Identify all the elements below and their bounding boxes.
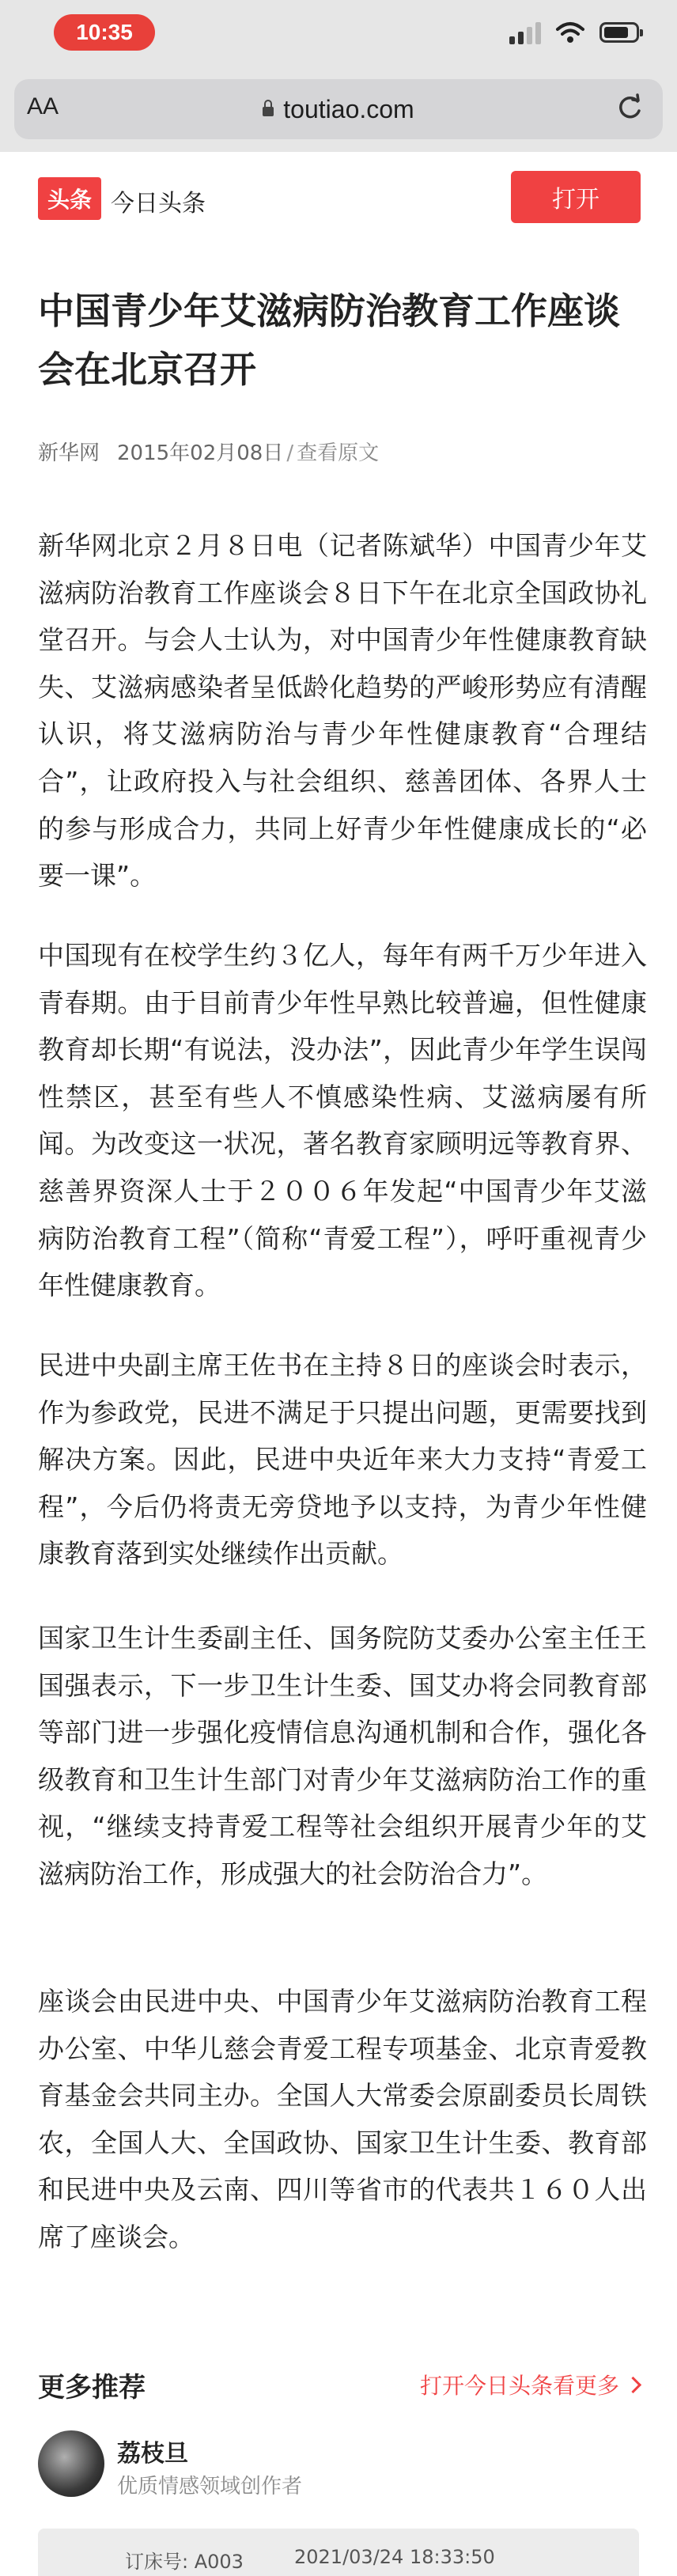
card-right-text: 2021/03/24 18:33:50 [294,2546,495,2568]
more-recommend-title: 更多推荐 [38,2372,146,2404]
article-paragraph-2: 中国现有在校学生约３亿人，每年有两千万少年进入青春期。由于目前青少年性早熟比较普遍，但性健康教育却长期“有说法，没办法”，因此青少年学生误闯性禁区，甚至有些人不慎感染性病、艾滋病屡有所闻。为改变这一状况，著名教育家顾明远等教育界、慈善界资深人士于２００６年发起“中国青少年艾滋病防治教育工程”（简称“青爱工程”），呼吁重视青少年性健康教育。 [38,940,647,1301]
meta-separator: / [286,441,294,465]
status-icons [509,21,639,44]
article-meta [38,437,379,466]
view-original-link[interactable]: 查看原文 [297,441,380,465]
status-time: 10:35 [54,14,155,51]
author-name[interactable]: 荔枝旦 [117,2440,188,2468]
wifi-icon [555,21,585,44]
article-title: 中国青少年艾滋病防治教育工作座谈会在北京召开 [38,290,620,391]
reload-icon[interactable] [614,92,645,123]
article-paragraph-5: 座谈会由民进中央、中国青少年艾滋病防治教育工程办公室、中华儿慈会青爱工程专项基金、北京青爱教育基金会共同主办。全国人大常委会原副委员长周铁农，全国人大、全国政协、国家卫生计生委、教育部和民进中央及云南、四川等省市的代表共１６０人出席了座谈会。 [38,1986,647,2252]
open-app-button[interactable]: 打开 [511,171,641,223]
card-left-text: 订床号: A003 [125,2551,244,2573]
author-avatar[interactable] [38,2430,104,2497]
recommend-card-thumbnail[interactable] [38,2529,639,2576]
article-source: 新华网 [38,441,100,465]
text-size-button[interactable]: AA [27,93,59,119]
toutiao-logo[interactable]: 头条 [38,177,101,220]
author-description: 优质情感领域创作者 [117,2475,303,2498]
lock-icon [263,107,274,116]
url-text: toutiao.com [283,95,414,123]
battery-icon [599,22,639,43]
article-paragraph-1: 新华网北京２月８日电（记者陈斌华）中国青少年艾滋病防治教育工作座谈会８日下午在北京全国政协礼堂召开。与会人士认为，对中国青少年性健康教育缺失、艾滋病感染者呈低龄化趋势的严峻形势应有清醒认识，将艾滋病防治与青少年性健康教育“合理结合”，让政府投入与社会组织、慈善团体、各界人士的参与形成合力，共同上好青少年性健康成长的“必要一课”。 [38,530,647,892]
chevron-right-icon [625,2377,641,2393]
article-date: 2015年02月08日 [117,441,284,465]
app-name: 今日头条 [111,190,206,218]
status-bar [0,0,677,70]
url-display[interactable] [0,95,677,124]
article-paragraph-3: 民进中央副主席王佐书在主持８日的座谈会时表示，作为参政党，民进不满足于只提出问题，更需要找到解决方案。因此，民进中央近年来大力支持“青爱工程”，今后仍将责无旁贷地予以支持，为青少年性健康教育落到实处继续作出贡献。 [38,1350,647,1570]
open-more-link[interactable] [420,2369,639,2400]
signal-icon [509,21,541,44]
article-paragraph-4: 国家卫生计生委副主任、国务院防艾委办公室主任王国强表示，下一步卫生计生委、国艾办将会同教育部等部门进一步强化疫情信息沟通机制和合作，强化各级教育和卫生计生部门对青少年艾滋病防治工作的重视，“继续支持青爱工程等社会组织开展青少年的艾滋病防治工作，形成强大的社会防治合力”。 [38,1623,647,1889]
open-more-label: 打开今日头条看更多 [419,2373,619,2399]
